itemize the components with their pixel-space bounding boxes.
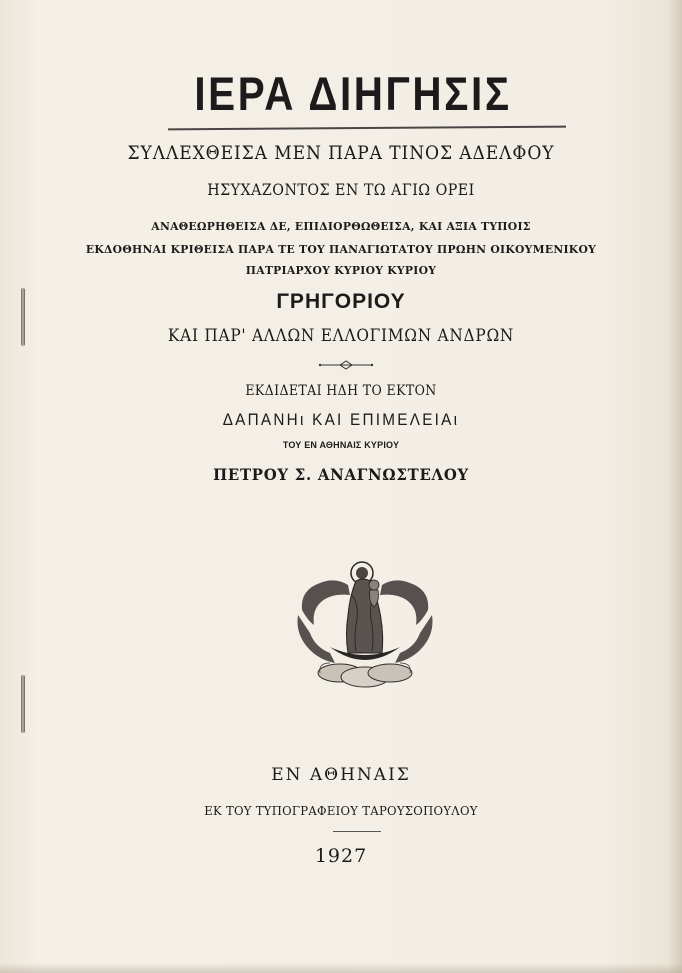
page-bottom-shadow — [0, 963, 682, 973]
small-line-judged: ΕΚΔΟΘΗΝΑΙ ΚΡΙΘΕΙΣΑ ΠΑΡΑ ΤΕ ΤΟΥ ΠΑΝΑΓΙΩΤΑΤΟΥ ΠΡΩΗΝ ΟΙΚΟΥΜΕΝΙΚΟΥ — [85, 242, 597, 256]
patriarch-name: ΓΡΗΓΟΡΙΟΥ — [276, 290, 406, 313]
small-line-patriarch: ΠΑΤΡΙΑΡΧΟΥ ΚΥΡΙΟΥ ΚΥΡΙΟΥ — [245, 263, 437, 277]
expense-line: ΔΑΠΑΝΗι ΚΑΙ ΕΠΙΜΕΛΕΙΑι — [222, 410, 460, 429]
publisher-name: ΠΕΤΡΟΥ Σ. ΑΝΑΓΝΩΣΤΕΛΟΥ — [213, 465, 469, 484]
city-line: ΕΝ ΑΘΗΝΑΙΣ — [271, 765, 411, 785]
page-edge-shadow — [668, 0, 682, 973]
printer-line: ΕΚ ΤΟΥ ΤΥΠΟΓΡΑΦΕΙΟΥ ΤΑΡΟΥΣΟΠΟΥΛΟΥ — [204, 803, 478, 818]
title-rule — [168, 126, 566, 131]
of-athens-line: ΤΟΥ ΕΝ ΑΘΗΝΑΙΣ ΚΥΡΙΟΥ — [282, 440, 400, 450]
small-line-revised: ΑΝΑΘΕΩΡΗΘΕΙΣΑ ΔΕ, ΕΠΙΔΙΟΡΘΩΘΕΙΣΑ, ΚΑΙ ΑΞΙΑ ΤΥΠΟΙΣ — [151, 219, 531, 233]
subtitle-others: ΚΑΙ ΠΑΡ' ΑΛΛΩΝ ΕΛΛΟΓΙΜΩΝ ΑΝΔΡΩΝ — [167, 326, 515, 345]
subtitle-collected: ΣΥΛΛΕΧΘΕΙΣΑ ΜΕΝ ΠΑΡΑ ΤΙΝΟΣ ΑΔΕΛΦΟΥ — [127, 142, 555, 164]
madonna-vignette-icon — [290, 555, 440, 690]
subtitle-hermit: ΗΣΥΧΑΖΟΝΤΟΣ ΕΝ ΤΩ ΑΓΙΩ ΟΡΕΙ — [207, 181, 475, 199]
ornament-divider — [318, 360, 374, 370]
staple-bottom — [21, 675, 25, 733]
edition-line: ΕΚΔΙΔΕΤΑΙ ΗΔΗ ΤΟ ΕΚΤΟΝ — [245, 383, 437, 399]
book-title: ΙΕΡΑ ΔΙΗΓΗΣΙΣ — [194, 67, 512, 120]
printer-rule — [333, 831, 381, 832]
publication-year: 1927 — [314, 845, 368, 867]
